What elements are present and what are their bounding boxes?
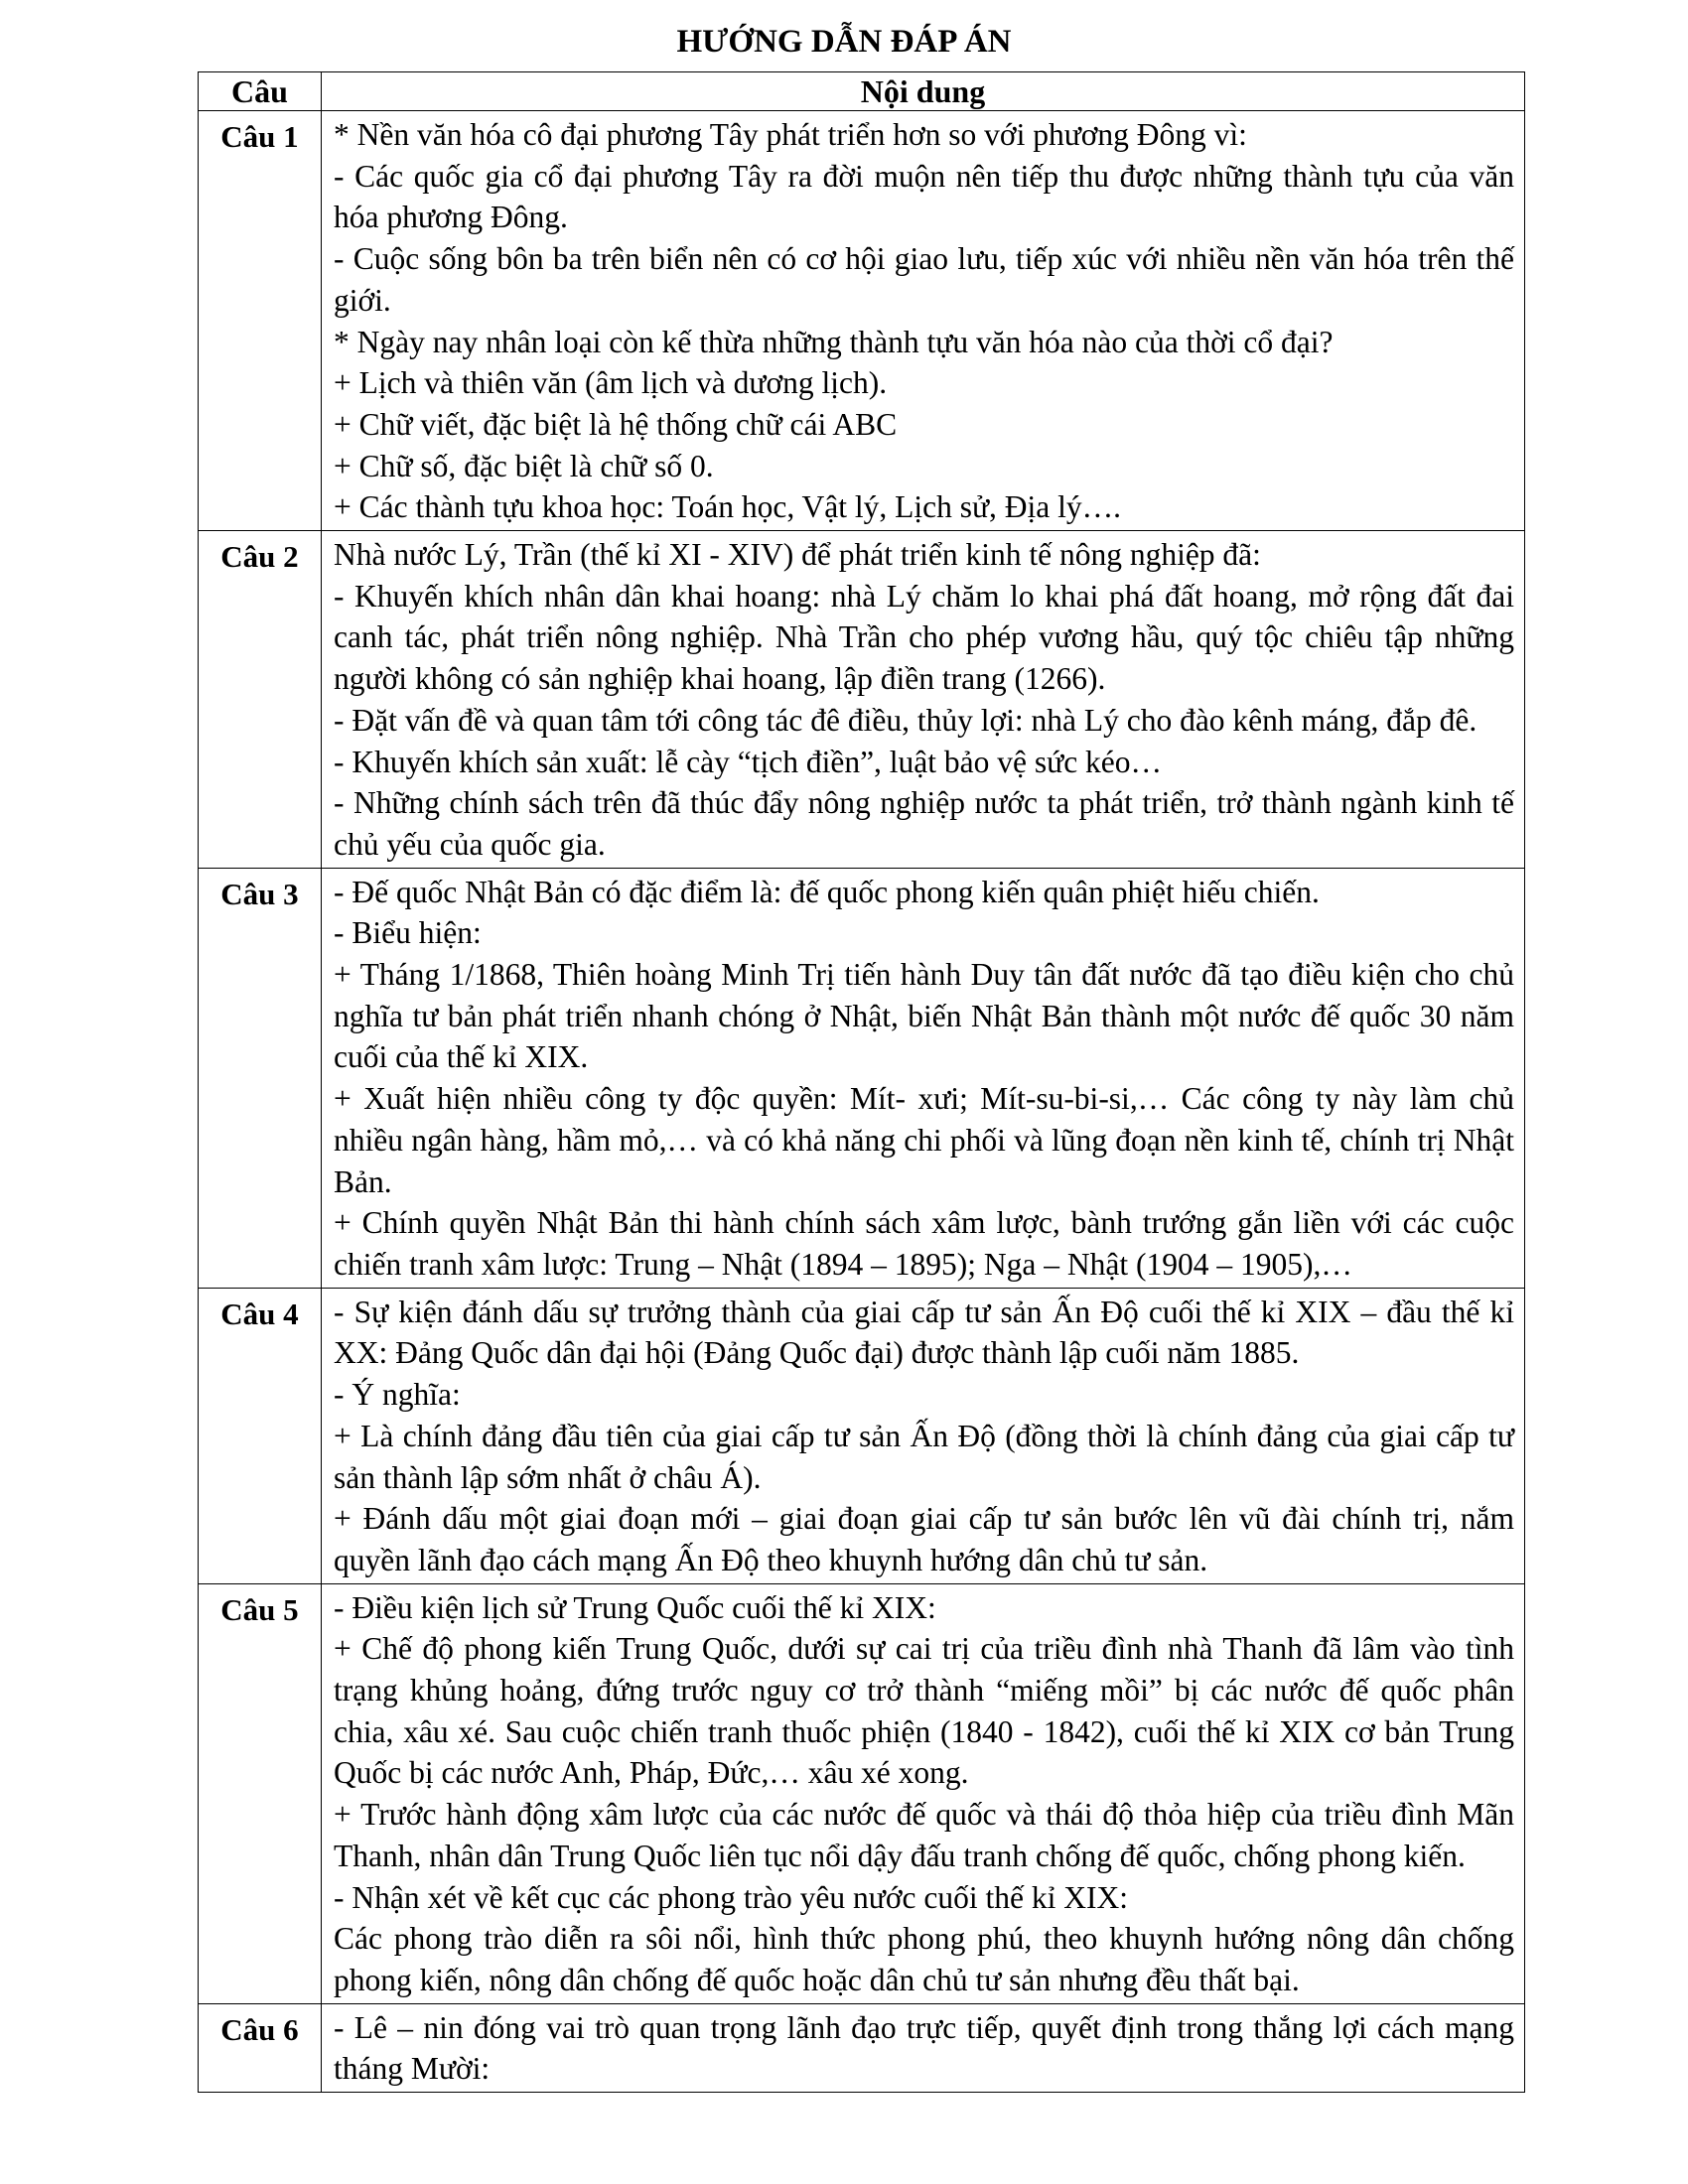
content-line: + Trước hành động xâm lược của các nước đế quốc và thái độ thỏa hiệp của triều đình Mãn Thanh, nhân dân Trung Quốc liên tục nổi dậy đấu tranh chống đế quốc, chống phong kiến. [334,1797,1514,1873]
content-line: + Chế độ phong kiến Trung Quốc, dưới sự cai trị của triều đình nhà Thanh đã lâm vào tình trạng khủng hoảng, đứng trước nguy cơ trở thành “miếng mồi” bị các nước đế quốc phân chia, xâu xé. Sau cuộc chiến tranh thuốc phiện (1840 - 1842), cuối thế kỉ XIX cơ bản Trung Quốc bị các nước Anh, Pháp, Đức,… xâu xé xong. [334,1631,1514,1791]
content-line: - Đặt vấn đề và quan tâm tới công tác đê điều, thủy lợi: nhà Lý cho đào kênh máng, đắp đê. [334,702,1477,738]
table-row-cau-4 [199,1288,1525,1583]
content-line: + Các thành tựu khoa học: Toán học, Vật lý, Lịch sử, Địa lý…. [334,489,1122,525]
content-line: - Các quốc gia cổ đại phương Tây ra đời muộn nên tiếp thu được những thành tựu của văn hóa phương Đông. [334,158,1514,235]
row-content [322,111,1525,531]
content-line: - Nhận xét về kết cục các phong trào yêu nước cuối thế kỉ XIX: [334,1879,1128,1915]
row-label: Câu 4 [199,1288,322,1583]
content-line: - Khuyến khích sản xuất: lễ cày “tịch điền”, luật bảo vệ sức kéo… [334,744,1163,779]
row-content [322,531,1525,869]
row-label: Câu 6 [199,2003,322,2092]
row-label: Câu 5 [199,1583,322,2003]
table-row-cau-1 [199,111,1525,531]
row-label: Câu 1 [199,111,322,531]
content-line: - Sự kiện đánh dấu sự trưởng thành của giai cấp tư sản Ấn Độ cuối thế kỉ XIX – đầu thế kỉ XX: Đảng Quốc dân đại hội (Đảng Quốc đại) được thành lập cuối năm 1885. [334,1294,1514,1371]
table-header-row [199,72,1525,111]
row-content [322,868,1525,1288]
content-line: + Tháng 1/1868, Thiên hoàng Minh Trị tiến hành Duy tân đất nước đã tạo điều kiện cho chủ nghĩa tư bản phát triển nhanh chóng ở Nhật, biến Nhật Bản thành một nước đế quốc 30 năm cuối của thế kỉ XIX. [334,957,1514,1075]
content-line: + Lịch và thiên văn (âm lịch và dương lịch). [334,365,888,401]
content-line: + Chữ số, đặc biệt là chữ số 0. [334,448,714,483]
content-line: - Đế quốc Nhật Bản có đặc điểm là: đế quốc phong kiến quân phiệt hiếu chiến. [334,874,1320,909]
content-line: - Điều kiện lịch sử Trung Quốc cuối thế kỉ XIX: [334,1589,936,1625]
content-line: + Là chính đảng đầu tiên của giai cấp tư sản Ấn Độ (đồng thời là chính đảng của giai cấp tư sản thành lập sớm nhất ở châu Á). [334,1418,1514,1495]
page-title: HƯỚNG DẪN ĐÁP ÁN [676,24,1012,60]
content-line: - Lê – nin đóng vai trò quan trọng lãnh đạo trực tiếp, quyết định trong thắng lợi cách mạng tháng Mười: [334,2009,1514,2087]
content-line: Các phong trào diễn ra sôi nổi, hình thức phong phú, theo khuynh hướng nông dân chống phong kiến, nông dân chống đế quốc hoặc dân chủ tư sản nhưng đều thất bại. [334,1921,1514,1997]
content-line: + Đánh dấu một giai đoạn mới – giai đoạn giai cấp tư sản bước lên vũ đài chính trị, nắm quyền lãnh đạo cách mạng Ấn Độ theo khuynh hướng dân chủ tư sản. [334,1501,1514,1577]
header-cau: Câu [199,72,322,111]
row-content [322,1288,1525,1583]
content-line: * Nền văn hóa cô đại phương Tây phát triển hơn so với phương Đông vì: [334,117,1247,152]
table-row-cau-2 [199,531,1525,869]
content-line: - Biểu hiện: [334,915,482,951]
content-line: - Ý nghĩa: [334,1377,461,1413]
content-line: + Xuất hiện nhiều công ty độc quyền: Mít- xưi; Mít-su-bi-si,… Các công ty này làm chủ nhiều ngân hàng, hầm mỏ,… và có khả năng chi phối và lũng đoạn nền kinh tế, chính trị Nhật Bản. [334,1081,1514,1199]
table-row-cau-5 [199,1583,1525,2003]
row-content [322,2003,1525,2092]
row-label: Câu 2 [199,531,322,869]
content-line: + Chính quyền Nhật Bản thi hành chính sách xâm lược, bành trướng gắn liền với các cuộc chiến tranh xâm lược: Trung – Nhật (1894 – 1895); Nga – Nhật (1904 – 1905),… [334,1205,1514,1282]
content-line: * Ngày nay nhân loại còn kế thừa những thành tựu văn hóa nào của thời cổ đại? [334,324,1334,359]
row-content [322,1583,1525,2003]
table-row-cau-6 [199,2003,1525,2092]
content-line: + Chữ viết, đặc biệt là hệ thống chữ cái ABC [334,406,898,442]
content-line: Nhà nước Lý, Trần (thế kỉ XI - XIV) để phát triển kinh tế nông nghiệp đã: [334,537,1261,573]
header-noi-dung: Nội dung [322,72,1525,111]
answer-table [198,71,1525,2093]
content-line: - Cuộc sống bôn ba trên biển nên có cơ hội giao lưu, tiếp xúc với nhiều nền văn hóa trên thế giới. [334,241,1514,318]
content-line: - Những chính sách trên đã thúc đẩy nông nghiệp nước ta phát triển, trở thành ngành kinh tế chủ yếu của quốc gia. [334,785,1514,862]
table-row-cau-3 [199,868,1525,1288]
row-label: Câu 3 [199,868,322,1288]
content-line: - Khuyến khích nhân dân khai hoang: nhà Lý chăm lo khai phá đất hoang, mở rộng đất đai canh tác, phát triển nông nghiệp. Nhà Trần cho phép vương hầu, quý tộc chiêu tập những người không có sản nghiệp khai hoang, lập điền trang (1266). [334,578,1514,697]
